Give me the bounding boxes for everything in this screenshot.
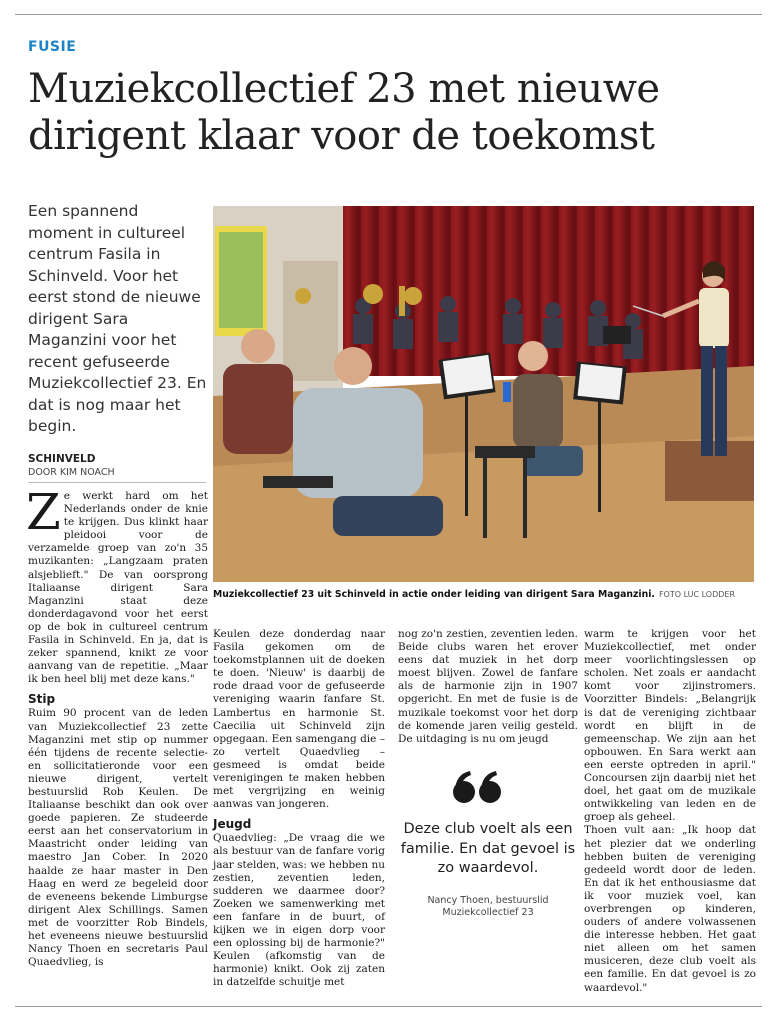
paragraph-col2: Keulen deze donderdag naar Fasila gekomen om de toekomstplannen uit de doeken te doen. 'Nieuw' is daarbij de rode draad voor de gefuseerde vereniging waarin fanfare St. Lambertus en harmonie St. Caecilia uit Schinveld zijn opgegaan. Een samengang die – zo vertelt Quaedvlieg – gesmeed is omdat beide verenigingen te maken hebben met vergrijzing en weinig aanwas van jongeren. bbox=[213, 628, 385, 811]
caption-text: Muziekcollectief 23 uit Schinveld in actie onder leiding van dirigent Sara Maganzini. bbox=[213, 589, 655, 600]
article-headline bbox=[28, 66, 758, 160]
article-intro: Een spannend moment in cultureel centrum Fasila in Schinveld. Voor het eerst stond de nieuwe dirigent Sara Maganzini voor het recent gefuseerde Muziekcollectief 23. En dat is nog maar het begin. bbox=[28, 202, 207, 435]
quote-mark-icon bbox=[452, 770, 522, 808]
lead-paragraph bbox=[26, 483, 208, 686]
dateline-place: SCHINVELD bbox=[28, 453, 96, 465]
byline: DOOR KIM NOACH bbox=[28, 467, 115, 478]
photo-caption bbox=[213, 589, 758, 600]
pull-quote-attribution bbox=[398, 895, 578, 919]
band-rehearsal-illustration bbox=[213, 206, 754, 582]
body-column-3 bbox=[398, 628, 578, 746]
bottom-rule bbox=[15, 1006, 762, 1007]
attribution-line-2: Muziekcollectief 23 bbox=[442, 907, 534, 918]
subhead-jeugd: Jeugd bbox=[213, 817, 252, 832]
paragraph-jeugd: Quaedvlieg: „De vraag die we als bestuur van de fanfare vorig jaar stelden, was: we hebben nu zestien, zeventien leden, sudderen we daarmee door? Zoeken we samenwerking met een fanfare in de buurt, of kijken we in eigen dorp voor een oplossing bij de harmonie?" Keulen (afkomstig van de harmonie) knikt. Ook zij zaten in datzelfde schuitje met bbox=[213, 832, 385, 989]
lead-text: e werkt hard om het Nederlands onder de knie te krijgen. Dus klinkt haar pleidooi voor de verzamelde groep van zo'n 35 muzikanten: „Langzaam praten alsjeblieft." De van oorsprong Italiaanse dirigent Sara Maganzini staat deze donderdagavond voor het eerst op de bok in cultureel centrum Fasila in Schinveld. En ja, dat is zeker spannend, knikt ze voor aanvang van de repetitie. „Maar ik ben heel blij met deze kans." bbox=[28, 490, 208, 686]
subhead-stip: Stip bbox=[28, 692, 56, 707]
body-column-1 bbox=[26, 483, 208, 969]
body-column-4 bbox=[584, 628, 756, 995]
attribution-line-1: Nancy Thoen, bestuurslid bbox=[427, 895, 549, 906]
paragraph-col4b: Thoen vult aan: „Ik hoop dat het plezier dat we onderling hebben buiten de vereniging gedeeld wordt door de leden. En dat ik het enthousiasme dat ik voor muziek voel, kan overbrengen op kinderen, ouders of andere volwassenen die interesse hebben. Het gaat niet alleen om het samen musiceren, deze club voelt als een familie. En dat gevoel is zo waardevol." bbox=[584, 824, 756, 994]
headline-line-2: dirigent klaar voor de toekomst bbox=[28, 113, 655, 159]
headline-line-1: Muziekcollectief 23 met nieuwe bbox=[28, 66, 660, 112]
section-kicker: FUSIE bbox=[28, 39, 77, 55]
drop-cap: Z bbox=[26, 483, 61, 541]
photo-credit: FOTO LUC LODDER bbox=[658, 590, 736, 599]
paragraph-stip: Ruim 90 procent van de leden van Muziekcollectief 23 zette Maganzini met stip op nummer één tijdens de recente selectie- en sollicitatieronde voor een nieuwe dirigent, vertelt bestuurslid Rob Keulen. De Italiaanse beschikt dan ook over goede papieren. Ze studeerde eerst aan het conservatorium in Maastricht onder leiding van maestro Jan Cober. In 2020 haalde ze haar master in Den Haag en werd ze begeleid door de eveneens bekende Limburgse dirigent Alex Schillings. Samen met de voorzitter Rob Bindels, het eveneens nieuwe bestuurslid Nancy Thoen en secretaris Paul Quaedvlieg, is bbox=[28, 707, 208, 969]
paragraph-col3: nog zo'n zestien, zeventien leden. Beide clubs waren het erover eens dat muziek in het dorp moest blijven. Zowel de fanfare als de harmonie zijn in 1907 opgericht. En met de fusie is de muzikale toekomst voor het dorp de komende jaren veilig gesteld. De uitdaging is nu om jeugd bbox=[398, 628, 578, 745]
top-rule bbox=[15, 14, 762, 15]
pull-quote: Deze club voelt als een familie. En dat gevoel is zo waardevol. bbox=[400, 821, 576, 876]
article-photo bbox=[213, 206, 754, 582]
paragraph-col4a: warm te krijgen voor het Muziekcollectief, met onder meer voorlichtingslessen op scholen. Net zoals er aandacht komt voor zijinstromers. Voorzitter Bindels: „Belangrijk is dat de vereniging zichtbaar wordt en blijft in de gemeenschap. We zijn aan het opbouwen. En Sara werkt aan een eerste optreden in april." Concoursen zijn daarbij niet het doel, het gaat om de muzikale ontwikkeling van leden en de groep als geheel. bbox=[584, 628, 756, 824]
body-column-2 bbox=[213, 628, 385, 989]
